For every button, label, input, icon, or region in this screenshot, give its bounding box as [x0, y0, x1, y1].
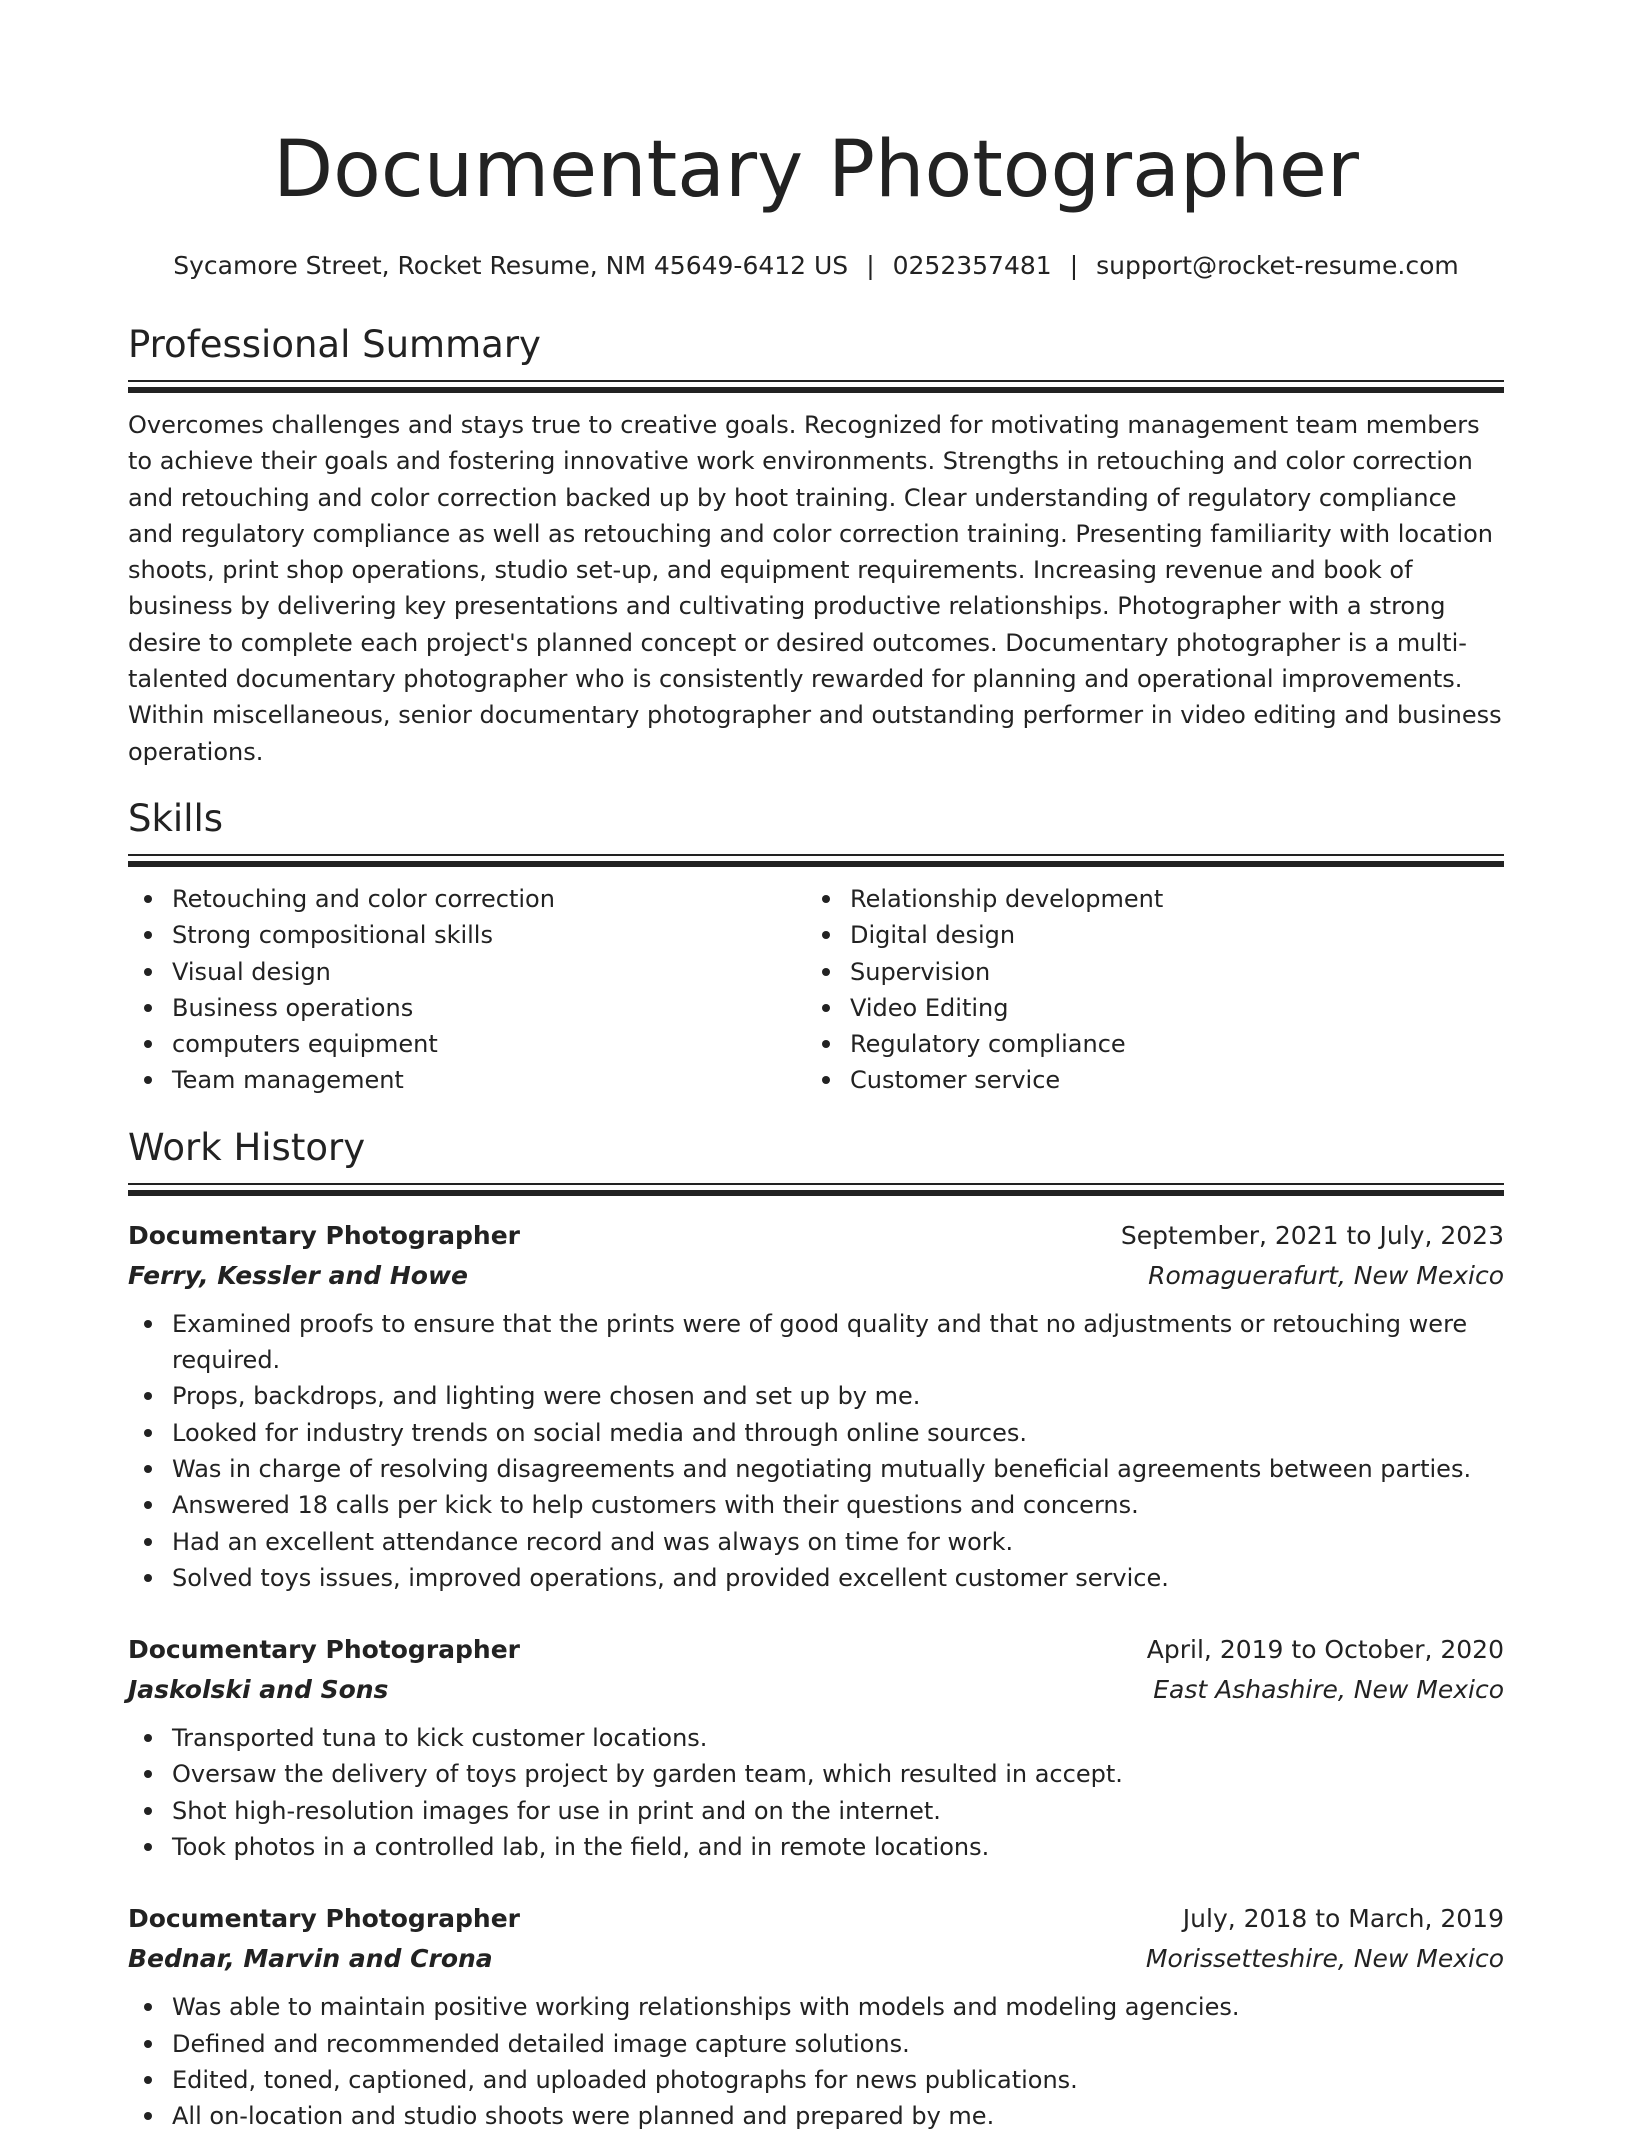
- skills-grid: [128, 881, 1504, 1099]
- job-dates: September, 2021 to July, 2023: [1120, 1220, 1504, 1250]
- job-company: Bednar, Marvin and Crona: [128, 1944, 493, 1974]
- skill-item: Visual design: [172, 954, 806, 990]
- job-bullets: [128, 1720, 1504, 1865]
- job-bullet: Answered 18 calls per kick to help customers with their questions and concerns.: [172, 1487, 1504, 1523]
- section-title-skills: Skills: [128, 796, 224, 840]
- job-bullets: [128, 1989, 1504, 2134]
- job-bullet: Transported tuna to kick customer locations.: [172, 1720, 1504, 1756]
- job-company-row: [128, 1670, 1504, 1710]
- job-title: Documentary Photographer: [128, 1904, 520, 1934]
- job-location: East Ashashire, New Mexico: [1153, 1675, 1504, 1705]
- section-title-work-history: Work History: [128, 1125, 366, 1169]
- job-bullet: Was able to maintain positive working relationships with models and modeling agencies.: [172, 1989, 1504, 2025]
- contact-separator: |: [866, 251, 875, 280]
- skill-item: Regulatory compliance: [850, 1026, 1484, 1062]
- skill-item: Business operations: [172, 990, 806, 1026]
- job-company-row: [128, 1939, 1504, 1979]
- skill-item: Team management: [172, 1062, 806, 1098]
- resume-page: [128, 0, 1504, 2135]
- skill-item: Relationship development: [850, 881, 1484, 917]
- job-company: Ferry, Kessler and Howe: [128, 1260, 469, 1290]
- job-entry: [128, 1630, 1504, 1865]
- contact-separator: |: [1069, 251, 1079, 280]
- skill-item: Strong compositional skills: [172, 917, 806, 953]
- section-title-summary: Professional Summary: [128, 323, 541, 366]
- job-bullet: Edited, toned, captioned, and uploaded photographs for news publications.: [172, 2062, 1504, 2098]
- skill-item: computers equipment: [172, 1026, 806, 1062]
- job-title: Documentary Photographer: [128, 1635, 520, 1665]
- skills-column-left: [128, 881, 806, 1099]
- summary-text: Overcomes challenges and stays true to creative goals. Recognized for motivating management team members to achieve their goals and fostering innovative work environments. Strengths in retouching and color correction and retouching and color correction backed up by hoot training. Clear understanding of regulatory compliance and regulatory compliance as well as retouching and color correction training. Presenting familiarity with location shoots, print shop operations, studio set-up, and equipment requirements. Increasing revenue and book of business by delivering key presentations and cultivating productive relationships. Photographer with a strong desire to complete each project's planned concept or desired outcomes. Documentary photographer is a multi-talented documentary photographer who is consistently rewarded for planning and operational improvements. Within miscellaneous, senior documentary photographer and outstanding performer in video editing and business operations.: [128, 411, 1502, 766]
- job-bullets: [128, 1306, 1504, 1596]
- skills-column-right: [806, 881, 1484, 1099]
- job-header-row: [128, 1216, 1504, 1256]
- job-bullet: All on-location and studio shoots were planned and prepared by me.: [172, 2098, 1504, 2134]
- skills-section: [128, 796, 1504, 1099]
- contact-address: Sycamore Street, Rocket Resume, NM 45649-6412 US: [173, 251, 849, 280]
- skill-item: Supervision: [850, 954, 1484, 990]
- contact-line: [128, 250, 1504, 282]
- job-title: Documentary Photographer: [128, 1220, 520, 1250]
- job-bullet: Solved toys issues, improved operations, and provided excellent customer service.: [172, 1560, 1504, 1596]
- section-divider: [128, 380, 1504, 393]
- job-dates: April, 2019 to October, 2020: [1146, 1635, 1504, 1665]
- section-divider: [128, 854, 1504, 867]
- section-divider: [128, 1183, 1504, 1196]
- job-entry: [128, 1899, 1504, 2134]
- skill-item: Retouching and color correction: [172, 881, 806, 917]
- job-bullet: Shot high-resolution images for use in print and on the internet.: [172, 1793, 1504, 1829]
- job-bullet: Examined proofs to ensure that the prints were of good quality and that no adjustments or retouching were required.: [172, 1306, 1504, 1379]
- job-location: Romaguerafurt, New Mexico: [1148, 1260, 1504, 1290]
- work-history-section: [128, 1125, 1504, 2135]
- job-header-row: [128, 1630, 1504, 1670]
- professional-summary-section: [128, 322, 1504, 770]
- job-entry: [128, 1216, 1504, 1596]
- job-header-row: [128, 1899, 1504, 1939]
- job-bullet: Took photos in a controlled lab, in the field, and in remote locations.: [172, 1829, 1504, 1865]
- job-company: Jaskolski and Sons: [128, 1675, 389, 1705]
- skill-item: Video Editing: [850, 990, 1484, 1026]
- contact-email: support@rocket-resume.com: [1096, 251, 1459, 280]
- job-bullet: Props, backdrops, and lighting were chosen and set up by me.: [172, 1378, 1504, 1414]
- job-company-row: [128, 1256, 1504, 1296]
- skill-item: Digital design: [850, 917, 1484, 953]
- job-location: Morissetteshire, New Mexico: [1145, 1944, 1504, 1974]
- resume-name: Documentary Photographer: [273, 125, 1359, 215]
- job-bullet: Was in charge of resolving disagreements and negotiating mutually beneficial agreements between parties.: [172, 1451, 1504, 1487]
- job-bullet: Oversaw the delivery of toys project by garden team, which resulted in accept.: [172, 1756, 1504, 1792]
- skill-item: Customer service: [850, 1062, 1484, 1098]
- job-bullet: Looked for industry trends on social media and through online sources.: [172, 1415, 1504, 1451]
- job-bullet: Had an excellent attendance record and was always on time for work.: [172, 1524, 1504, 1560]
- job-bullet: Defined and recommended detailed image capture solutions.: [172, 2026, 1504, 2062]
- contact-phone: 0252357481: [892, 251, 1052, 280]
- job-dates: July, 2018 to March, 2019: [1182, 1904, 1504, 1934]
